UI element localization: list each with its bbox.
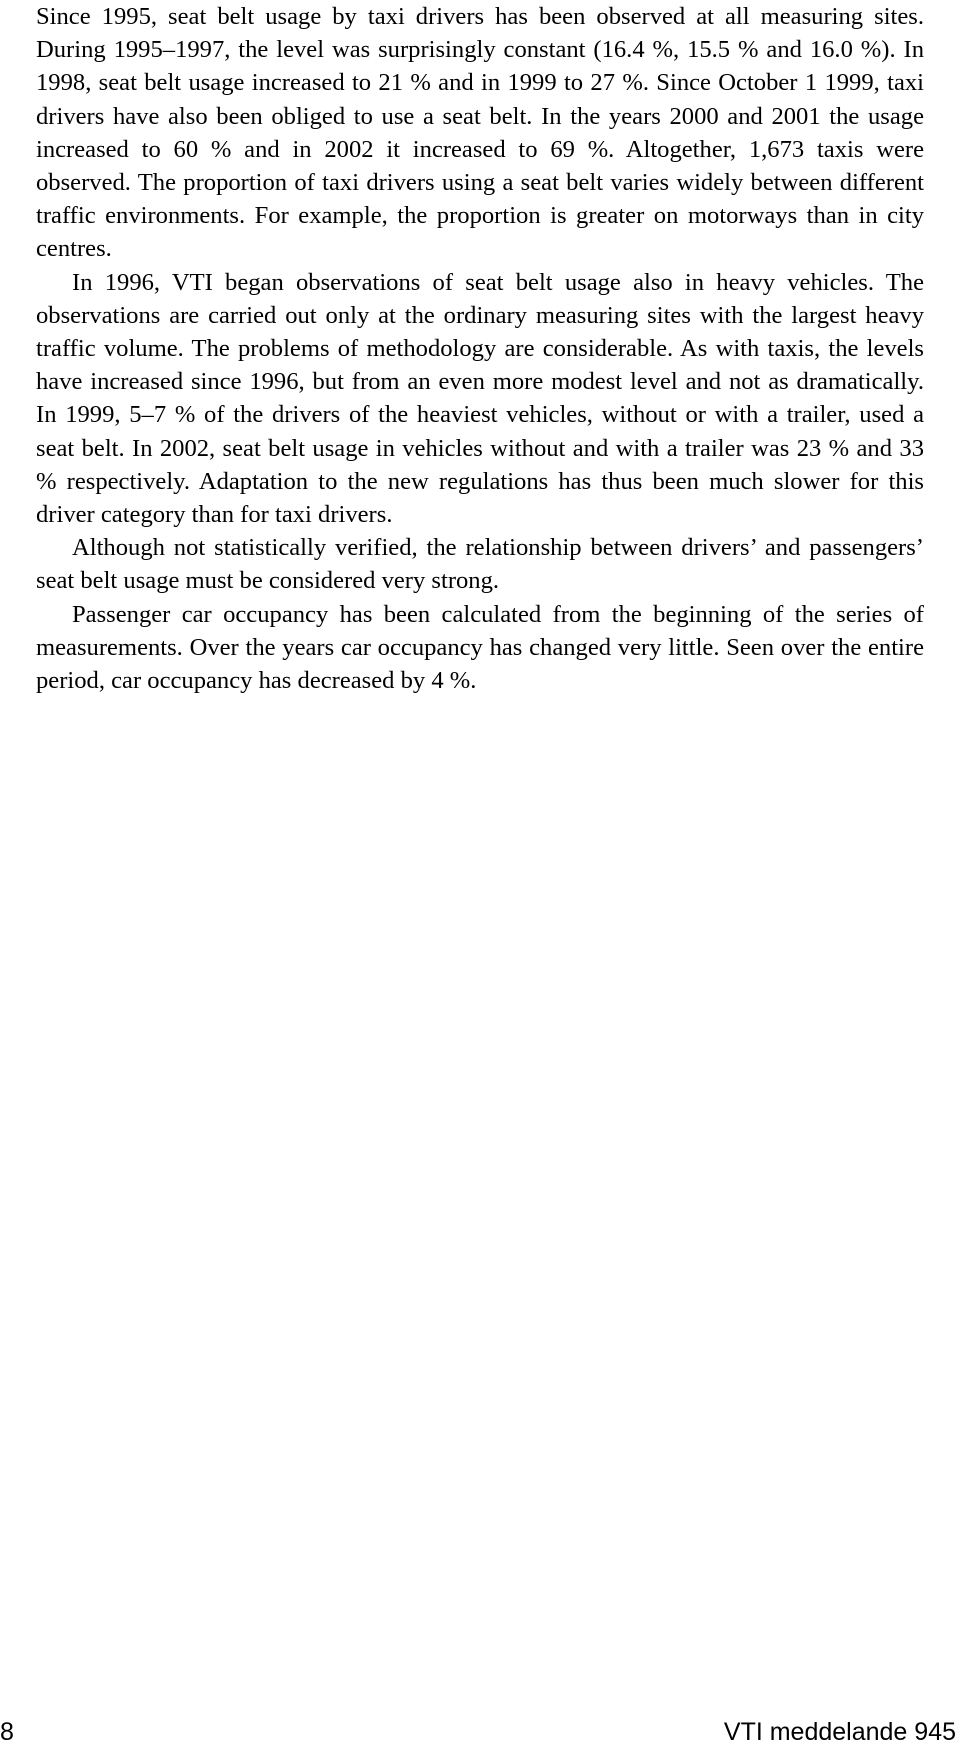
paragraph-drivers-passengers: Although not statistically verified, the relationship between drivers’ and passengers’ seat belt usage must be considered very strong. <box>36 534 924 595</box>
page-number: 8 <box>0 1718 14 1746</box>
paragraph-taxi-seat-belt: Since 1995, seat belt usage by taxi drivers has been observed at all measuring sites. During 1995–1997, the level was surprisingly constant (16.4 %, 15.5 % and 16.0 %). In 1998, seat belt usage increased to 21 % and in 1999 to 27 %. Since October 1 1999, taxi drivers have also been obliged to use a seat belt. In the years 2000 and 2001 the usage increased to 60 % and in 2002 it increased to 69 %. Altogether, 1,673 taxis were observed. The proportion of taxi drivers using a seat belt varies widely between different traffic environments. For example, the proportion is greater on motorways than in city centres. <box>36 3 924 263</box>
publication-name: VTI meddelande 945 <box>723 1718 956 1746</box>
page-footer <box>0 1718 960 1754</box>
paragraph-car-occupancy: Passenger car occupancy has been calculated from the beginning of the series of measurements. Over the years car occupancy has changed very little. Seen over the entire period, car occupancy has decreased by 4 %. <box>36 600 924 695</box>
paragraph-heavy-vehicles: In 1996, VTI began observations of seat belt usage also in heavy vehicles. The observations are carried out only at the ordinary measuring sites with the largest heavy traffic volume. The problems of methodology are considerable. As with taxis, the levels have increased since 1996, but from an even more modest level and not as dramatically. In 1999, 5–7 % of the drivers of the heaviest vehicles, without or with a trailer, used a seat belt. In 2002, seat belt usage in vehicles without and with a trailer was 23 % and 33 % respectively. Adaptation to the new regulations has thus been much slower for this driver category than for taxi drivers. <box>36 268 924 529</box>
body-text <box>36 0 924 697</box>
